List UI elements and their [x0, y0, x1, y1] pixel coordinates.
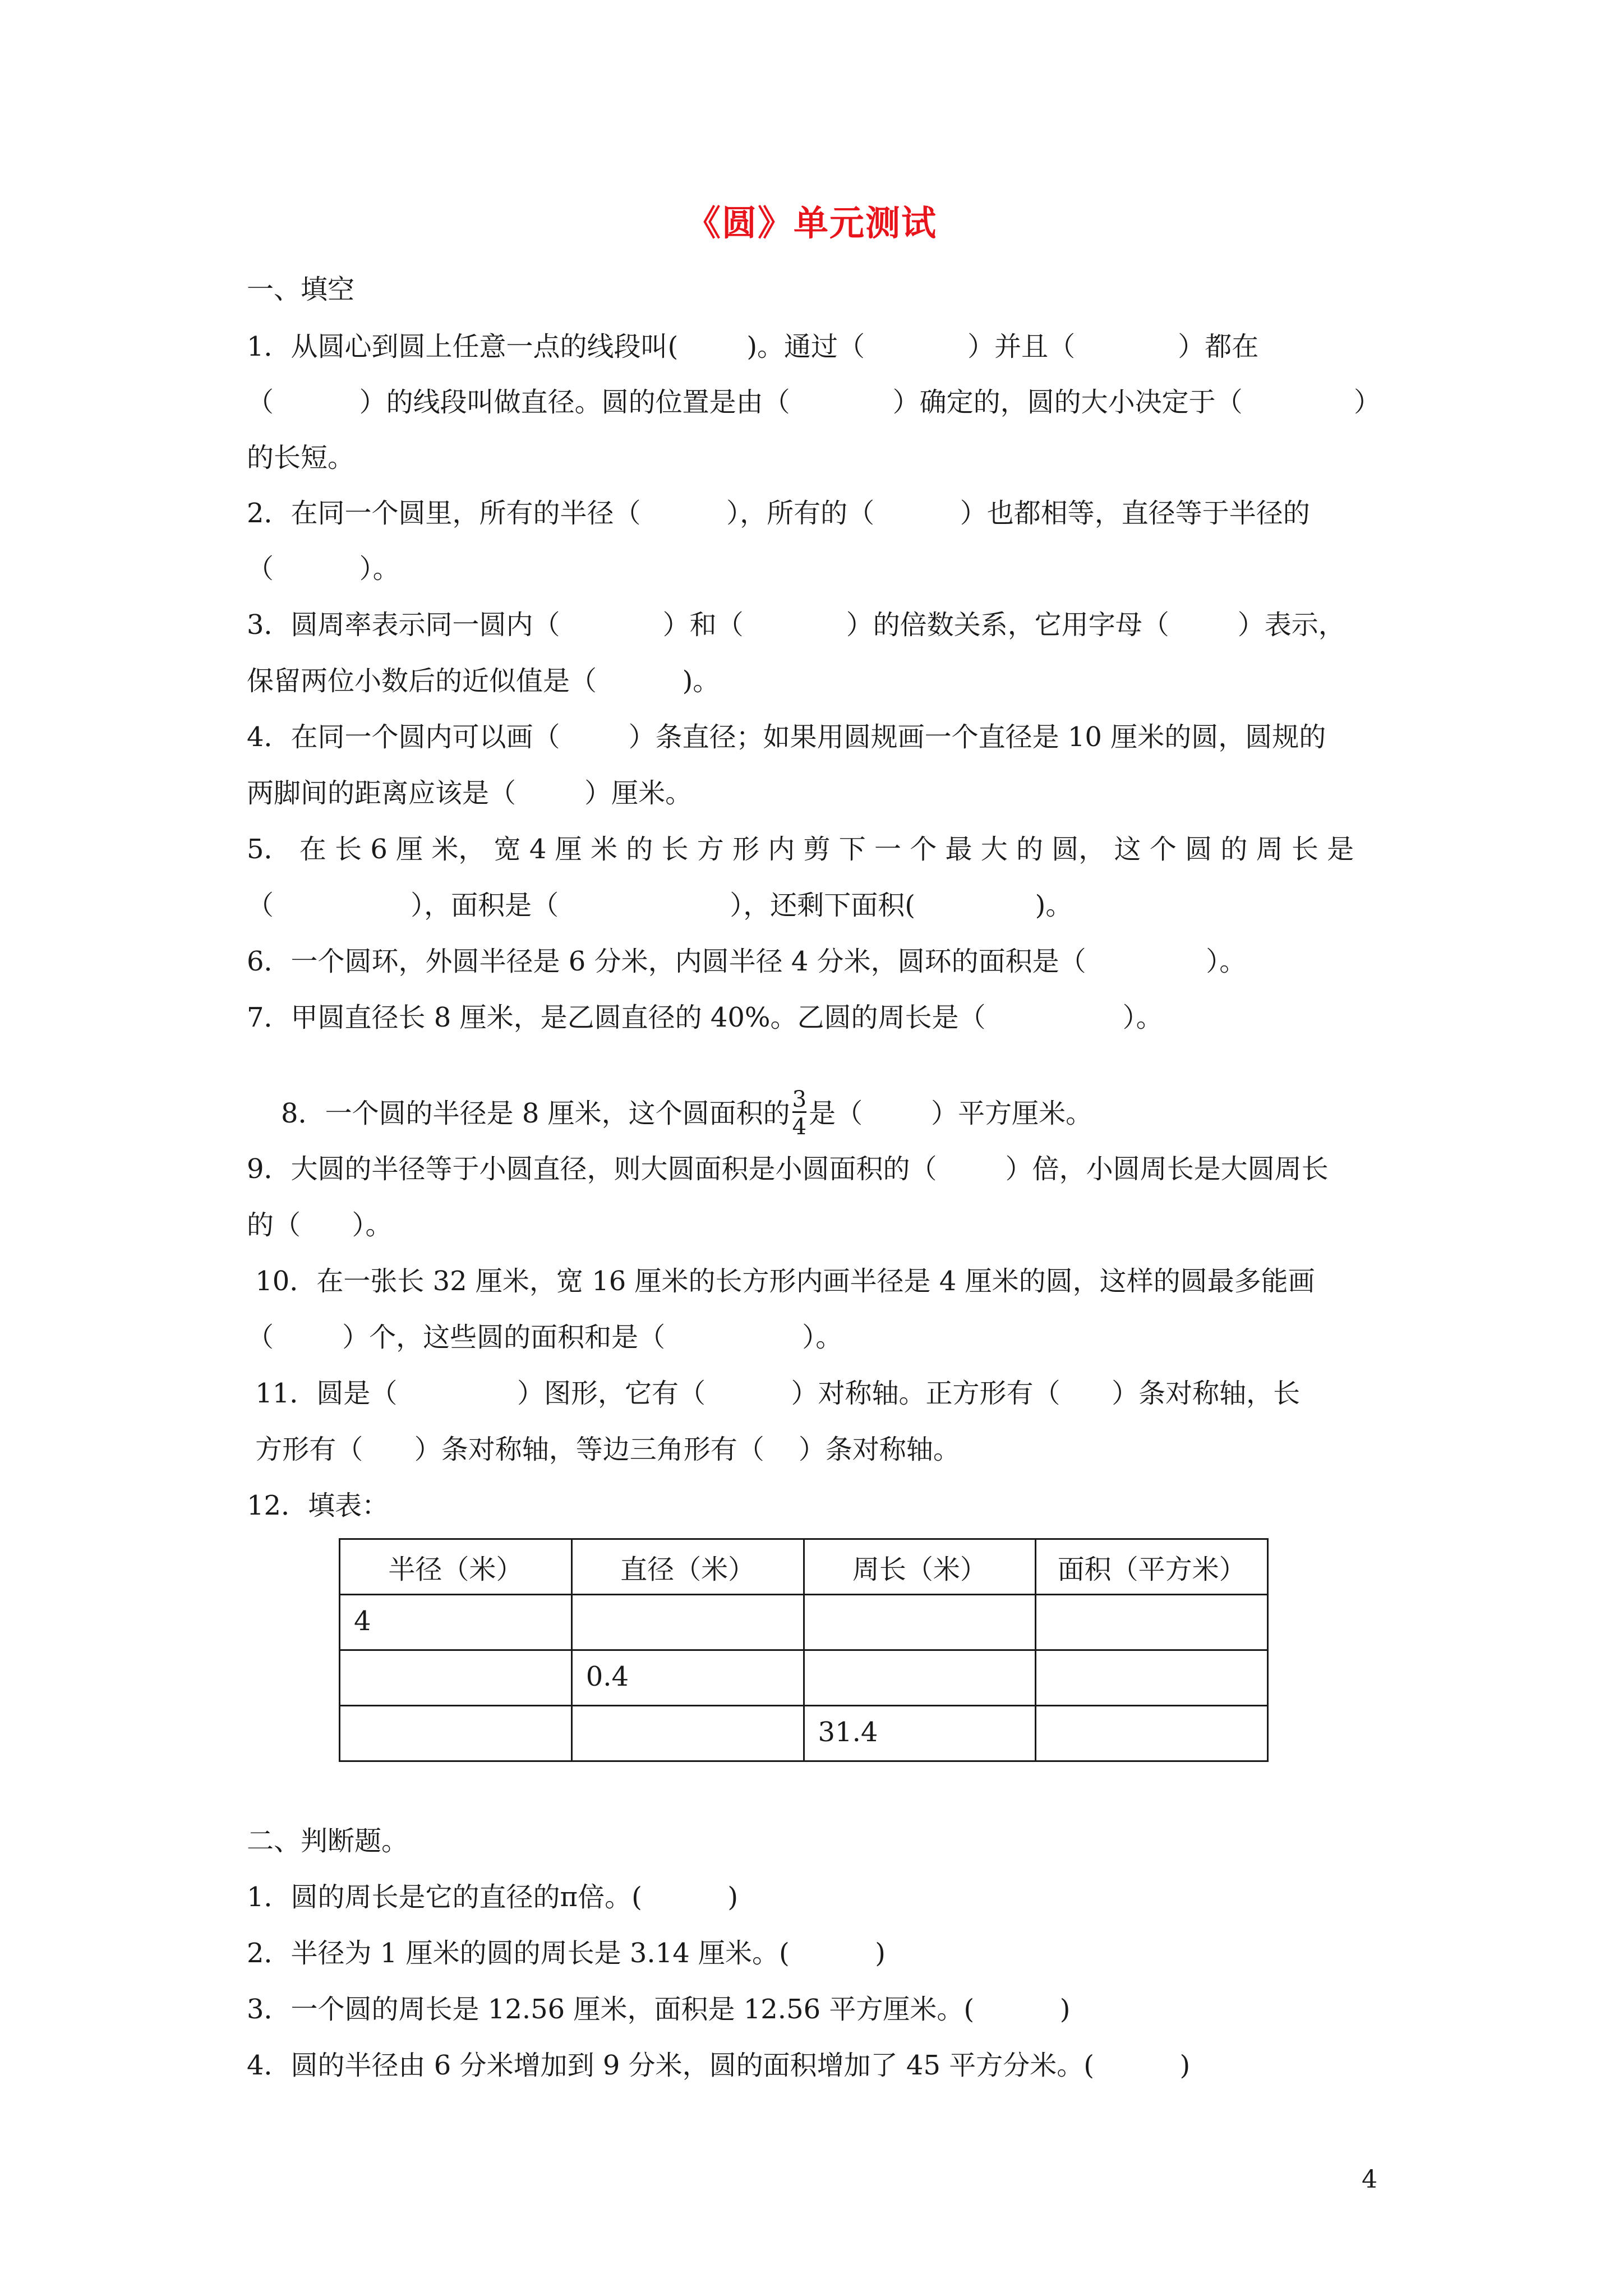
question-line: 9．大圆的半径等于小圆直径，则大圆面积是小圆面积的（ ）倍，小圆周长是大圆周长	[247, 1153, 1329, 1185]
table-cell[interactable]	[1036, 1595, 1268, 1650]
table-cell-value: 0.4	[585, 1661, 629, 1692]
true-false-line: 1．圆的周长是它的直径的π倍。( )	[247, 1881, 739, 1913]
table-cell[interactable]	[804, 1595, 1036, 1650]
fraction	[792, 1088, 806, 1139]
question-8-after: 是（ ）平方厘米。	[809, 1098, 1093, 1129]
table-cell[interactable]	[340, 1595, 572, 1650]
question-line: （ ）个，这些圆的面积和是（ ）。	[247, 1322, 843, 1353]
table-header-cell: 面积（平方米）	[1036, 1539, 1268, 1595]
section-heading-true-false: 二、判断题。	[247, 1825, 409, 1857]
question-line: 方形有（ ）条对称轴，等边三角形有（ ）条对称轴。	[247, 1434, 960, 1465]
question-line: 保留两位小数后的近似值是（ )。	[247, 665, 720, 697]
question-line: 7．甲圆直径长 8 厘米，是乙圆直径的 40%。乙圆的周长是（ ）。	[247, 1002, 1163, 1033]
question-line: （ ）。	[247, 553, 400, 585]
table-cell-value	[805, 1595, 1035, 1605]
table-cell-value	[340, 1706, 571, 1717]
table-cell-value	[1036, 1595, 1267, 1605]
table-cell[interactable]	[571, 1595, 804, 1650]
question-line: 3．圆周率表示同一圆内（ ）和（ ）的倍数关系，它用字母（ ）表示，	[247, 609, 1345, 641]
question-line: 两脚间的距离应该是（ ）厘米。	[247, 777, 693, 809]
fraction-denominator: 4	[792, 1111, 806, 1139]
table-cell[interactable]	[340, 1706, 572, 1761]
question-line: 的（ ）。	[247, 1209, 393, 1241]
table-row	[340, 1595, 1268, 1650]
question-line: 5． 在 长 6 厘 米， 宽 4 厘 米 的 长 方 形 内 剪 下 一 个 最 大 的 圆， 这 个 圆 的 周 长 是	[247, 834, 1354, 865]
table-header-cell: 直径（米）	[571, 1539, 804, 1595]
table-cell[interactable]	[571, 1650, 804, 1706]
section-heading-fill-blank: 一、填空	[247, 274, 355, 305]
table-row	[340, 1706, 1268, 1761]
question-line: 2．在同一个圆里，所有的半径（ ），所有的（ ）也都相等，直径等于半径的	[247, 498, 1310, 529]
question-line: 11．圆是（ ）图形，它有（ ）对称轴。正方形有（ ）条对称轴，长	[247, 1378, 1301, 1409]
question-line: 6．一个圆环，外圆半径是 6 分米，内圆半径 4 分米，圆环的面积是（ ）。	[247, 946, 1247, 977]
table-cell-value	[573, 1706, 803, 1717]
table-cell-value	[805, 1651, 1035, 1661]
true-false-line: 4．圆的半径由 6 分米增加到 9 分米，圆的面积增加了 45 平方分米。( )	[247, 2050, 1191, 2081]
table-cell[interactable]	[1036, 1706, 1268, 1761]
table-row	[340, 1650, 1268, 1706]
table-cell[interactable]	[571, 1706, 804, 1761]
fill-in-table	[339, 1538, 1269, 1762]
table-header-cell: 周长（米）	[804, 1539, 1036, 1595]
table-header-row	[340, 1539, 1268, 1595]
page-number: 4	[1362, 2165, 1377, 2194]
table-cell[interactable]	[1036, 1650, 1268, 1706]
table-cell[interactable]	[804, 1650, 1036, 1706]
page-title: 《圆》单元测试	[685, 203, 937, 243]
table-cell-value	[573, 1595, 803, 1605]
question-line: 12．填表：	[247, 1490, 389, 1521]
true-false-line: 2．半径为 1 厘米的圆的周长是 3.14 厘米。( )	[247, 1938, 886, 1969]
question-line: 1．从圆心到圆上任意一点的线段叫( )。通过（ ）并且（ ）都在	[247, 331, 1259, 362]
table-cell-value: 31.4	[818, 1717, 878, 1748]
question-line: 的长短。	[247, 442, 355, 473]
table-cell[interactable]	[804, 1706, 1036, 1761]
table-cell-value	[340, 1651, 571, 1661]
table-cell-value	[1036, 1651, 1267, 1661]
question-line: 4．在同一个圆内可以画（ ）条直径；如果用圆规画一个直径是 10 厘米的圆，圆规的	[247, 721, 1326, 753]
question-line: 10．在一张长 32 厘米，宽 16 厘米的长方形内画半径是 4 厘米的圆，这样的圆最多能画	[247, 1266, 1315, 1297]
table-cell[interactable]	[340, 1650, 572, 1706]
table-cell-value: 4	[354, 1605, 371, 1637]
question-8-before: 8．一个圆的半径是 8 厘米，这个圆面积的	[281, 1098, 790, 1129]
question-line: （ ）的线段叫做直径。圆的位置是由（ ）确定的，圆的大小决定于（ ）	[247, 386, 1381, 418]
table-cell-value	[1036, 1706, 1267, 1717]
question-8-line	[247, 1063, 1092, 1168]
table-header-cell: 半径（米）	[340, 1539, 572, 1595]
true-false-line: 3．一个圆的周长是 12.56 厘米，面积是 12.56 平方厘米。( )	[247, 1994, 1071, 2025]
question-line: （ ），面积是（ ），还剩下面积( )。	[247, 890, 1073, 921]
fraction-numerator: 3	[792, 1087, 807, 1112]
